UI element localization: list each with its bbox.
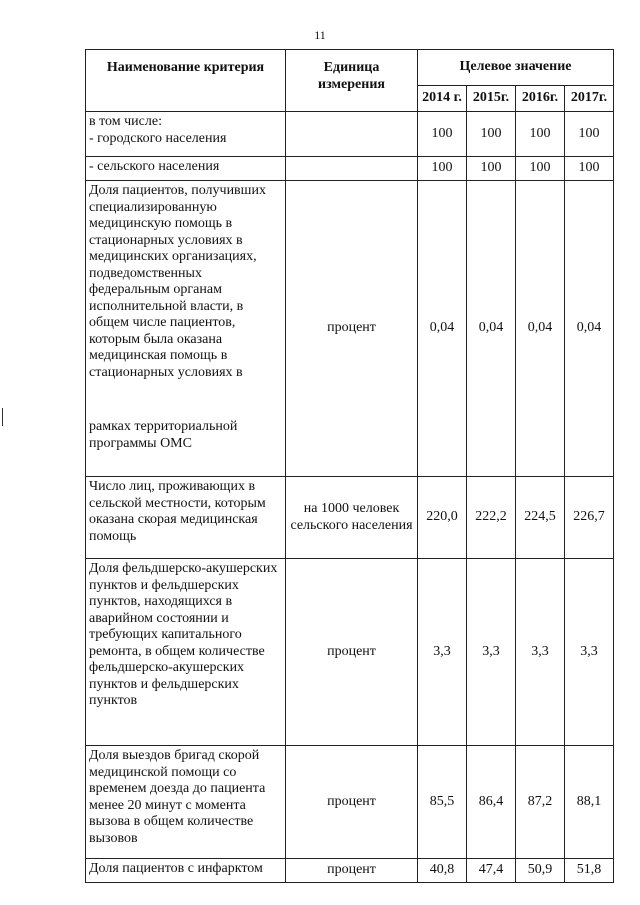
table-row [86, 112, 614, 157]
criterion-name: Доля пациентов с инфарктом [86, 859, 286, 883]
value-2014: 3,3 [418, 559, 467, 746]
value-2017: 100 [565, 112, 614, 157]
header-unit: Единица измерения [286, 50, 418, 112]
value-2017: 88,1 [565, 746, 614, 859]
criterion-unit [286, 157, 418, 181]
header-year-2017: 2017г. [565, 86, 614, 112]
table-row [86, 559, 614, 746]
scan-edge-mark [2, 408, 3, 426]
value-2016: 0,04 [516, 181, 565, 477]
criterion-name: Доля фельдшерско-акушерских пунктов и фельдшерских пунктов, находящихся в аварийном состоянии и требующих капитального ремонта, в общем количестве фельдшерско-акушерских пунктов и фельдшерских пунктов [86, 559, 286, 746]
page-number: 11 [314, 28, 326, 42]
value-2016: 224,5 [516, 477, 565, 559]
header-year-2014: 2014 г. [418, 86, 467, 112]
value-2015: 0,04 [467, 181, 516, 477]
criterion-name-cell [86, 181, 286, 477]
criterion-name: Доля выездов бригад скорой медицинской помощи со временем доезда до пациента менее 20 минут с момента вызова в общем количестве вызовов [86, 746, 286, 859]
value-2014: 85,5 [418, 746, 467, 859]
table-row [86, 746, 614, 859]
value-2017: 226,7 [565, 477, 614, 559]
criterion-name: Доля пациентов, получивших специализированную медицинскую помощь в стационарных условиях в медицинских организациях, подведомственных федеральным органам исполнительной власти, в общем числе пациентов, которым была оказана медицинская помощь в стационарных условиях в [89, 183, 266, 380]
value-2015: 86,4 [467, 746, 516, 859]
value-2016: 87,2 [516, 746, 565, 859]
header-year-2015: 2015г. [467, 86, 516, 112]
value-2016: 100 [516, 112, 565, 157]
header-year-2016: 2016г. [516, 86, 565, 112]
value-2017: 0,04 [565, 181, 614, 477]
value-2014: 100 [418, 157, 467, 181]
value-2016: 3,3 [516, 559, 565, 746]
value-2017: 3,3 [565, 559, 614, 746]
value-2016: 50,9 [516, 859, 565, 883]
value-2014: 0,04 [418, 181, 467, 477]
criterion-unit [286, 112, 418, 157]
criterion-name-continuation: рамках территориальной программы ОМС [89, 419, 238, 451]
criterion-unit: процент [286, 859, 418, 883]
value-2015: 100 [467, 112, 516, 157]
table-row [86, 181, 614, 477]
criteria-table [85, 49, 614, 883]
value-2016: 100 [516, 157, 565, 181]
criterion-unit: на 1000 человек сельского населения [286, 477, 418, 559]
criterion-name: Число лиц, проживающих в сельской местности, которым оказана скорая медицинская помощь [86, 477, 286, 559]
criterion-name: - сельского населения [86, 157, 286, 181]
value-2014: 40,8 [418, 859, 467, 883]
value-2015: 100 [467, 157, 516, 181]
value-2017: 51,8 [565, 859, 614, 883]
value-2015: 47,4 [467, 859, 516, 883]
table-row [86, 859, 614, 883]
value-2015: 3,3 [467, 559, 516, 746]
value-2014: 100 [418, 112, 467, 157]
header-name: Наименование критерия [86, 50, 286, 112]
criterion-name: в том числе: - городского населения [86, 112, 286, 157]
criterion-unit: процент [286, 181, 418, 477]
page-gap [89, 381, 282, 419]
header-target: Целевое значение [418, 50, 614, 86]
value-2015: 222,2 [467, 477, 516, 559]
criterion-unit: процент [286, 746, 418, 859]
table-row [86, 477, 614, 559]
table-row [86, 157, 614, 181]
criterion-unit: процент [286, 559, 418, 746]
value-2014: 220,0 [418, 477, 467, 559]
value-2017: 100 [565, 157, 614, 181]
